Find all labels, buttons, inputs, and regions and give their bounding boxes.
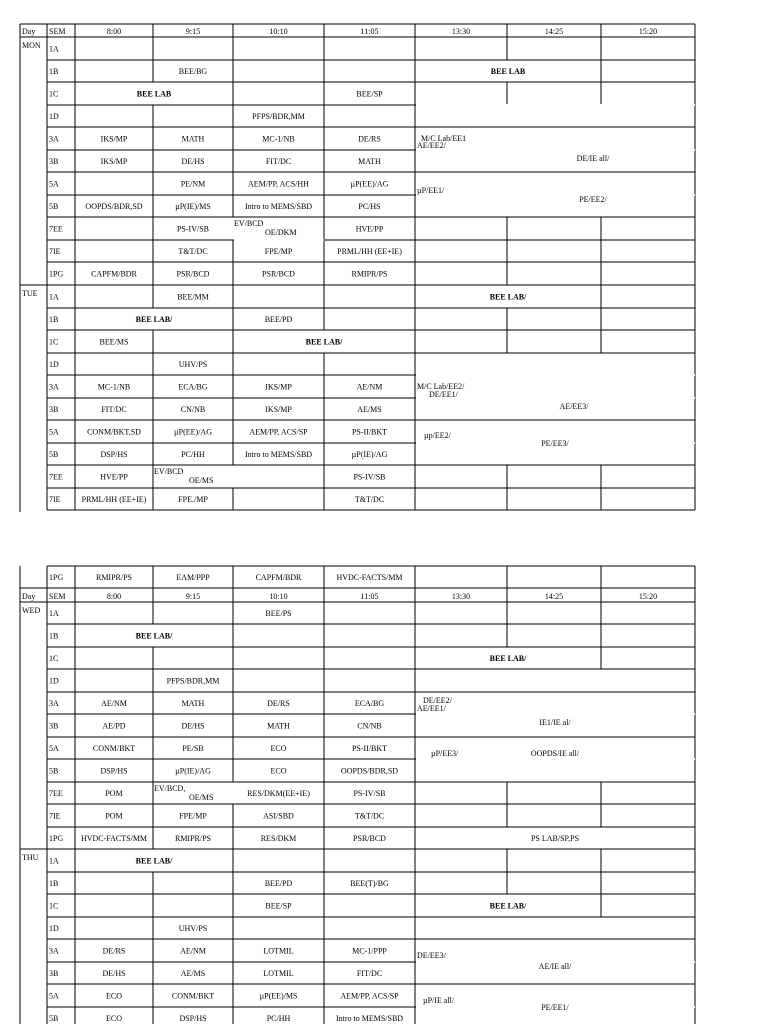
merged-cell-mask <box>416 194 695 196</box>
timetable-cell: PFPS/BDR,MM <box>166 676 220 686</box>
timetable-cell: PE/SB <box>182 744 204 753</box>
lab-batch-label: AE/EE2/ <box>417 141 446 150</box>
timetable-cell: BEE/MM <box>177 292 209 302</box>
timetable-cell: Intro to MEMS/SBD <box>244 450 313 459</box>
sem-label: 1D <box>49 924 59 933</box>
sem-label: 1C <box>49 89 59 99</box>
timetable-cell: FPE/MP <box>179 811 207 821</box>
lab-batch-label: M/C Lab/EE1 <box>421 134 467 143</box>
timetable-cell: T&T/DC <box>354 495 385 504</box>
timetable-cell: PS LAB/SP,PS <box>530 834 580 843</box>
timetable-cell: CONM/BKT <box>92 744 136 753</box>
lab-batch-label: DE/EE2/ <box>423 696 452 705</box>
timetable-cell: ECA/BG <box>354 699 385 708</box>
timetable-cell: BEE LAB/ <box>489 292 527 302</box>
sem-label: 1B <box>49 67 59 76</box>
timetable-cell: RES/DKM <box>260 834 297 843</box>
timetable-cell: MC-1/NB <box>97 382 131 392</box>
sem-label: 3A <box>49 699 59 708</box>
timetable-cell: Intro to MEMS/SBD <box>335 1014 404 1023</box>
time-slot-header: 9:15 <box>185 592 201 601</box>
sem-label: 1PG <box>49 834 64 843</box>
time-slot-header: 10:10 <box>269 27 288 36</box>
time-slot-header: 14:25 <box>544 27 564 36</box>
timetable-cell: HVE/PP <box>100 472 128 482</box>
timetable-cell: µP(EE)/AG <box>350 179 389 189</box>
timetable-cell: PS-IV/SB <box>353 789 386 798</box>
time-slot-header: 13:30 <box>451 27 471 36</box>
lab-batch-label: µP/EE1/ <box>417 186 445 195</box>
timetable-cell: BEE LAB/ <box>489 901 527 911</box>
timetable-cell: HVE/PP <box>355 224 384 234</box>
timetable-cell: DSP/HS <box>100 450 128 459</box>
timetable-cell: CONM/BKT <box>171 991 215 1001</box>
lab-batch-label: AE/EE1/ <box>417 704 446 713</box>
timetable-cell: DSP/HS <box>100 766 128 776</box>
sem-label: 1D <box>49 676 59 686</box>
timetable-cell: DE/HS <box>181 721 205 731</box>
timetable-cell: BEE LAB/ <box>305 337 343 347</box>
sem-label: 5B <box>49 1014 59 1023</box>
timetable-cell: DE/HS <box>102 969 126 978</box>
timetable-cell: AEM/PP, ACS/SP <box>340 991 399 1001</box>
timetable-cell: UHV/PS <box>178 924 208 933</box>
timetable-cell: PRML/HH (EE+IE) <box>81 495 147 504</box>
timetable-cell: AE/NM <box>180 946 206 956</box>
timetable-cell: LOTMIL <box>263 969 294 978</box>
timetable-cell: PSR/BCD <box>176 269 210 279</box>
elective-label: EV/BCD <box>234 219 264 228</box>
merged-cell-mask <box>416 713 695 715</box>
timetable-cell: LOTMIL <box>263 946 294 956</box>
timetable-cell: CAPFM/BDR <box>255 573 302 582</box>
timetable-cell: RMIPR/PS <box>351 269 388 279</box>
sem-label: 3A <box>49 382 59 392</box>
timetable-cell: MATH <box>181 134 205 144</box>
timetable-cell: MATH <box>267 721 290 731</box>
timetable-cell: DE/RS <box>267 699 290 708</box>
day-label: THU <box>22 853 39 862</box>
sem-label: 1PG <box>49 269 64 279</box>
timetable-cell: AE/MS <box>357 405 382 414</box>
timetable-cell: HVDC-FACTS/MM <box>80 834 148 843</box>
timetable-cell: IKS/MP <box>100 134 128 144</box>
time-slot-header: 13:30 <box>451 592 471 601</box>
day-label: TUE <box>22 289 38 298</box>
timetable-cell: FPE./MP <box>178 495 208 504</box>
timetable-cell: RMIPR/PS <box>95 573 133 582</box>
timetable-cell: IKS/MP <box>265 382 292 392</box>
timetable-cell: CN/NB <box>357 721 382 731</box>
time-slot-header: 9:15 <box>185 27 201 36</box>
timetable-cell: BEE/PD <box>264 315 293 324</box>
elective-label: OE/DKM <box>265 228 297 237</box>
timetable-cell: AE/PD <box>102 721 126 731</box>
sem-label: 1A <box>49 292 59 302</box>
timetable-cell: POM <box>105 811 123 821</box>
sem-label: 5B <box>49 202 59 211</box>
sem-label: 1A <box>49 856 59 866</box>
timetable-cell: ECO <box>270 766 287 776</box>
timetable-cell: FIT/DC <box>356 969 383 978</box>
timetable-cell: DE/RS <box>358 134 381 144</box>
timetable-cell: BEE LAB/ <box>135 315 173 324</box>
sem-label: 5B <box>49 766 59 776</box>
sem-label: 5A <box>49 427 59 437</box>
merged-cell-mask <box>416 758 695 760</box>
timetable-cell: µP(IE)/AG <box>351 450 388 459</box>
timetable-cell: MC-1/NB <box>262 134 295 144</box>
timetable-cell: RES/DKM(EE+IE) <box>247 789 310 798</box>
timetable-cell: IKS/MP <box>100 157 128 166</box>
sem-label: 5A <box>49 991 59 1001</box>
timetable-cell: BEE LAB <box>490 67 526 76</box>
timetable-cell: UHV/PS <box>178 360 208 369</box>
timetable-cell: ECA/BG <box>178 382 208 392</box>
day-label: WED <box>22 606 41 615</box>
lab-batch-label: PE/EE1/ <box>541 1003 569 1012</box>
timetable-cell: T&T/DC <box>178 247 208 256</box>
lab-batch-label: µp/EE2/ <box>424 431 451 440</box>
sem-label: 5B <box>49 450 59 459</box>
sem-label: 1B <box>49 315 59 324</box>
sem-label: 7EE <box>49 789 63 798</box>
timetable-cell: BEE(T)/BG <box>350 879 389 888</box>
sem-label: 1C <box>49 654 59 663</box>
timetable-cell: PE/NM <box>180 179 206 189</box>
sem-label: 1A <box>49 609 59 618</box>
time-slot-header: 15:20 <box>638 592 658 601</box>
timetable-cell: PFPS/BDR,MM <box>252 112 305 121</box>
sem-label: 1PG <box>49 573 64 582</box>
timetable-cell: BEE/PS <box>265 609 292 618</box>
time-slot-header: 15:20 <box>638 27 658 36</box>
timetable-cell: BEE/MS <box>99 337 129 347</box>
timetable-cell: BEE LAB <box>136 89 172 99</box>
merged-cell-mask <box>234 239 324 241</box>
timetable-cell: BEE/SP <box>265 901 292 911</box>
timetable-cell: BEE/BG <box>178 67 208 76</box>
timetable-cell: MC-1/PPP <box>352 946 387 956</box>
lab-batch-label: PE/EE2/ <box>579 195 607 204</box>
timetable-cell: DE/HS <box>181 157 205 166</box>
timetable-cell: ASI/SBD <box>263 811 294 821</box>
time-slot-header: 10:10 <box>269 592 288 601</box>
timetable-cell: PS-IV/SB <box>353 472 386 482</box>
lab-batch-label: PE/EE3/ <box>541 439 569 448</box>
timetable-cell: EAM/PPP <box>176 573 210 582</box>
timetable-cell: PSR/BCD <box>262 269 295 279</box>
lab-batch-label: M/C Lab/EE2/ <box>417 382 465 391</box>
timetable-cell: µP(IE)/MS <box>175 202 211 211</box>
sem-label: 3A <box>49 134 59 144</box>
sem-label: 5A <box>49 744 59 753</box>
sem-label: 1D <box>49 112 59 121</box>
timetable-cell: T&T/DC <box>354 811 385 821</box>
day-column-header: Day <box>22 592 36 601</box>
day-label: MON <box>22 41 41 50</box>
timetable-cell: PS-IV/SB <box>176 224 210 234</box>
timetable-cell: PRML/HH (EE+IE) <box>337 247 402 256</box>
timetable-cell: PS-II/BKT <box>351 744 388 753</box>
time-slot-header: 8:00 <box>106 592 122 601</box>
timetable-cell: CAPFM/BDR <box>91 269 137 279</box>
time-slot-header: 11:05 <box>360 592 379 601</box>
lab-batch-label: DE/EE1/ <box>429 390 458 399</box>
timetable-cell: AEM/PP, ACS/SP <box>249 427 308 437</box>
sem-column-header: SEM <box>49 27 66 36</box>
timetable-cell: CONM/BKT,SD <box>87 427 141 437</box>
sem-label: 5A <box>49 179 59 189</box>
elective-label: OE/MS <box>189 793 214 802</box>
timetable-cell: AE/NM <box>356 382 383 392</box>
timetable-cell: IKS/MP <box>265 405 292 414</box>
timetable-cell: OOPDS/BDR,SD <box>340 766 399 776</box>
sem-label: 3A <box>49 946 59 956</box>
timetable-cell: FIT/DC <box>265 157 292 166</box>
time-slot-header: 11:05 <box>360 27 379 36</box>
lab-batch-label: µP/IE all/ <box>423 996 455 1005</box>
elective-label: OE/MS <box>189 476 214 485</box>
timetable-cell: µP(EE)/AG <box>174 427 212 437</box>
timetable-cell: MATH <box>358 157 381 166</box>
lab-batch-label: µP/EE3/ <box>431 749 459 758</box>
timetable-cell: PC/HS <box>358 202 381 211</box>
sem-label: 1A <box>49 44 59 54</box>
sem-label: 3B <box>49 721 59 731</box>
merged-cell-mask <box>416 149 695 151</box>
merged-cell-mask <box>416 374 695 376</box>
elective-label: EV/BCD, <box>154 784 186 793</box>
timetable-cell: POM <box>105 789 123 798</box>
sem-label: 3B <box>49 405 59 414</box>
timetable-cell: DSP/HS <box>179 1014 207 1023</box>
sem-label: 7IE <box>49 495 61 504</box>
timetable-cell: MATH <box>181 699 205 708</box>
sem-label: 3B <box>49 969 59 978</box>
timetable-cell: RMIPR/PS <box>174 834 212 843</box>
timetable-cell: FPE/MP <box>264 247 293 256</box>
lab-batch-label: AE/IE all/ <box>538 962 572 971</box>
sem-label: 7EE <box>49 224 63 234</box>
sem-label: 7EE <box>49 472 63 482</box>
timetable-cell: PS-II/BKT <box>351 427 388 437</box>
timetable-cell: BEE/PD <box>264 879 293 888</box>
lab-batch-label: DE/IE all/ <box>576 154 610 163</box>
sem-label: 1D <box>49 360 59 369</box>
sem-label: 1B <box>49 879 59 888</box>
timetable-cell: PSR/BCD <box>353 834 386 843</box>
time-slot-header: 14:25 <box>544 592 564 601</box>
timetable-cell: Intro to MEMS/SBD <box>244 202 313 211</box>
lab-batch-label: OOPDS/IE all/ <box>530 749 580 758</box>
timetable-cell: DE/RS <box>102 946 126 956</box>
timetable-cell: FIT/DC <box>101 405 127 414</box>
timetable-cell: BEE/SP <box>356 89 383 99</box>
timetable-cell: ECO <box>270 744 287 753</box>
timetable-cell: ECO <box>106 991 122 1001</box>
sem-label: 1B <box>49 631 59 641</box>
timetable-cell: PC/HH <box>266 1014 291 1023</box>
sem-label: 1C <box>49 901 59 911</box>
sem-label: 1C <box>49 337 59 347</box>
timetable-cell: HVDC-FACTS/MM <box>336 573 403 582</box>
timetable-cell: CN/NB <box>180 405 206 414</box>
sem-label: 3B <box>49 157 59 166</box>
sem-label: 7IE <box>49 247 61 256</box>
merged-cell-mask <box>416 104 695 106</box>
timetable-cell: AE/MS <box>180 969 206 978</box>
sem-label: 7IE <box>49 811 61 821</box>
timetable-cell: OOPDS/BDR,SD <box>85 202 143 211</box>
lab-batch-label: DE/EE3/ <box>417 951 446 960</box>
timetable-cell: ECO <box>106 1014 122 1023</box>
timetable-cell: PC/HH <box>181 450 205 459</box>
timetable-cell: BEE LAB/ <box>135 856 173 866</box>
time-slot-header: 8:00 <box>106 27 122 36</box>
timetable-cell: AEM/PP, ACS/HH <box>248 179 309 189</box>
timetable-cell: µP(EE)/MS <box>259 991 298 1001</box>
day-column-header: Day <box>22 27 36 36</box>
timetable-cell: BEE LAB/ <box>489 654 527 663</box>
elective-label: EV/BCD <box>154 467 184 476</box>
timetable-cell: AE/NM <box>101 699 127 708</box>
timetable-cell: µP(IE)/AG <box>175 766 211 776</box>
lab-batch-label: AE/EE3/ <box>559 402 589 411</box>
timetable-cell: BEE LAB/ <box>135 631 173 641</box>
lab-batch-label: IE1/IE al/ <box>539 718 571 727</box>
sem-column-header: SEM <box>49 592 66 601</box>
